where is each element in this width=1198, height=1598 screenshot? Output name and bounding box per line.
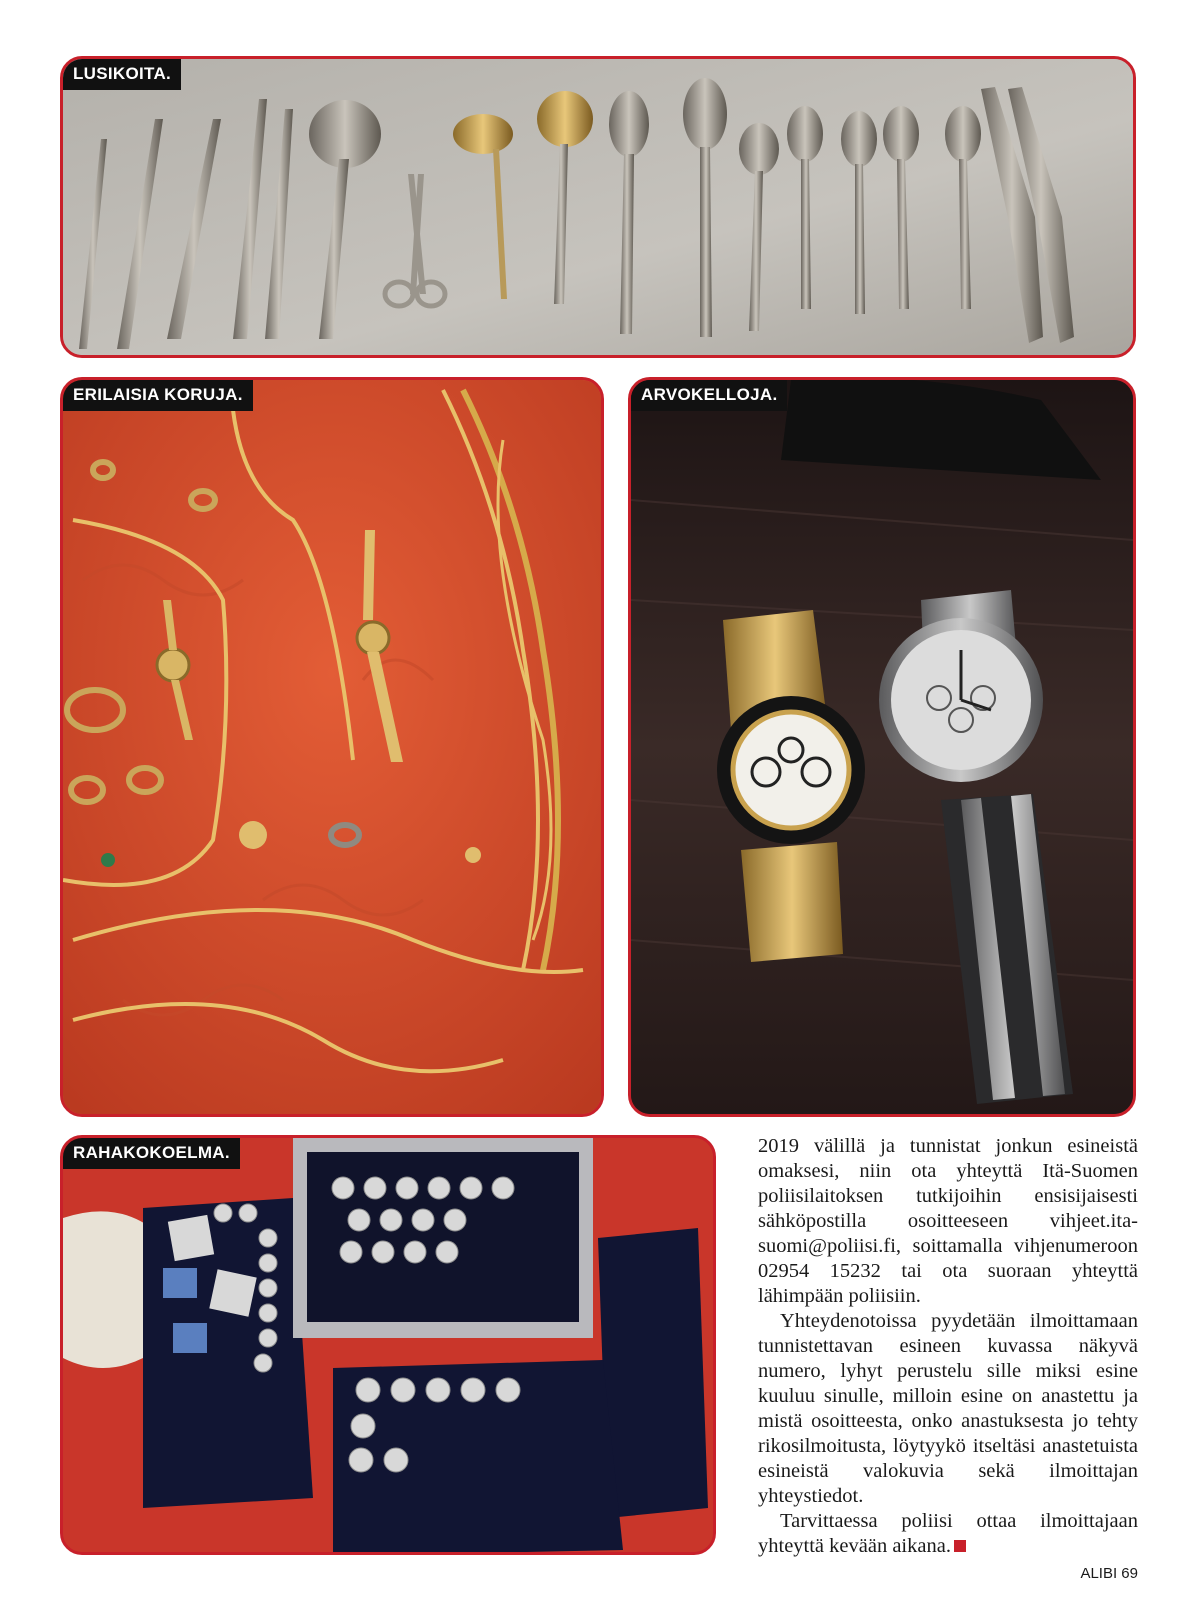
paragraph-3 (758, 1509, 1138, 1559)
end-mark-icon (954, 1540, 966, 1552)
caption-jewelry: ERILAISIA KORUJA. (63, 380, 253, 411)
photo-watches (628, 377, 1136, 1117)
photo-jewelry (60, 377, 604, 1117)
photo-coins (60, 1135, 716, 1555)
page-folio: ALIBI 69 (1080, 1565, 1138, 1582)
paragraph-3-text: Tarvittaessa poliisi ottaa ilmoittajaan yhteyttä kevään aikana. (758, 1510, 1138, 1557)
article-body (758, 1134, 1138, 1559)
coins-illustration (63, 1138, 713, 1552)
jewelry-illustration (63, 380, 601, 1114)
paragraph-1: 2019 välillä ja tunnistat jonkun esineistä omaksesi, niin ota yhteyttä Itä-Suomen poliisilaitoksen tutkijoihin ensisijaisesti sähköpostilla osoitteeseen vihjeet.ita-suomi@poliisi.fi, soittamalla vihjenumeroon 02954 15232 tai ota suoraan yhteyttä lähimpään poliisiin. (758, 1135, 1138, 1307)
caption-cutlery: LUSIKOITA. (63, 59, 181, 90)
photo-cutlery (60, 56, 1136, 358)
caption-watches: ARVOKELLOJA. (631, 380, 787, 411)
watches-illustration (631, 380, 1133, 1114)
cutlery-illustration (63, 59, 1133, 355)
caption-coins: RAHAKOKOELMA. (63, 1138, 240, 1169)
paragraph-2: Yhteydenotoissa pyydetään ilmoittamaan tunnistettavan esineen kuvassa näkyvä numero, lyhyt perustelu sille miksi esine kuuluu sinulle, milloin esine on anastettu ja mistä osoitteesta, onko anastuksesta jo tehty rikosilmoitusta, löytyykö itseltäsi anastetuista esineistä valokuvia sekä ilmoittajan yhteystiedot. (758, 1310, 1138, 1507)
